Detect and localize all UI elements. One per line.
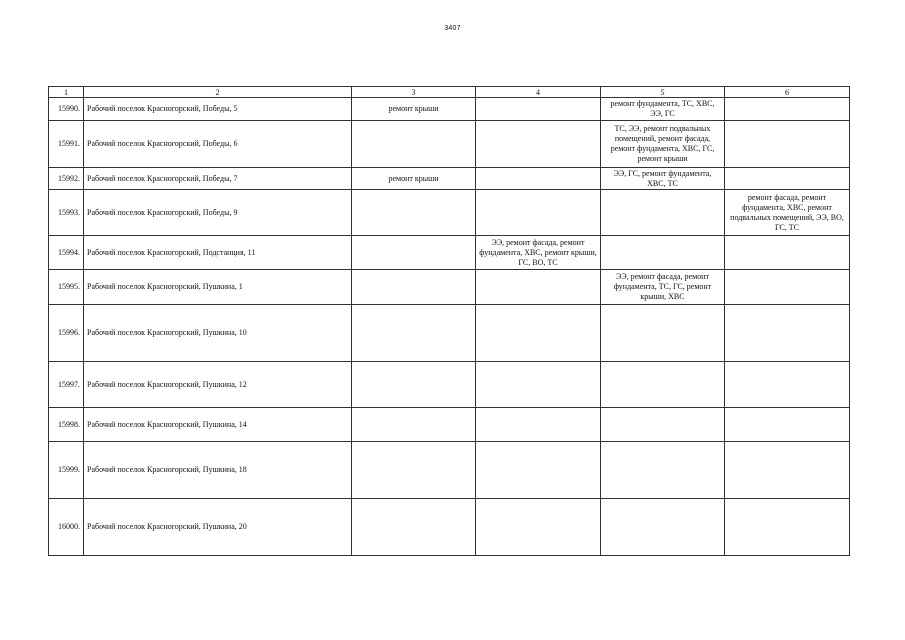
works-cell <box>352 442 476 499</box>
works-cell: ремонт фасада, ремонт фундамента, ХВС, ремонт подвальных помещений, ЭЭ, ВО, ГС, ТС <box>725 190 850 236</box>
works-cell <box>725 362 850 408</box>
works-cell <box>725 408 850 442</box>
table-row <box>49 362 850 408</box>
column-header: 5 <box>601 87 725 98</box>
works-cell <box>352 121 476 168</box>
row-number: 15999. <box>49 442 84 499</box>
works-cell <box>476 408 601 442</box>
works-cell <box>476 270 601 305</box>
column-header: 6 <box>725 87 850 98</box>
table-row <box>49 98 850 121</box>
address-cell: Рабочий поселок Красногорский, Победы, 7 <box>84 168 352 190</box>
works-cell: ремонт крыши <box>352 168 476 190</box>
works-cell <box>725 442 850 499</box>
row-number: 15997. <box>49 362 84 408</box>
works-cell: ремонт фундамента, ТС, ХВС, ЭЭ, ГС <box>601 98 725 121</box>
table-row <box>49 270 850 305</box>
works-cell: ЭЭ, ремонт фасада, ремонт фундамента, ХВС, ремонт крыши, ГС, ВО, ТС <box>476 236 601 270</box>
works-cell <box>476 442 601 499</box>
works-cell: ремонт крыши <box>352 98 476 121</box>
address-cell: Рабочий поселок Красногорский, Победы, 5 <box>84 98 352 121</box>
table-row <box>49 121 850 168</box>
works-cell <box>352 190 476 236</box>
works-cell <box>601 499 725 556</box>
row-number: 15995. <box>49 270 84 305</box>
column-header: 4 <box>476 87 601 98</box>
row-number: 15994. <box>49 236 84 270</box>
row-number: 15992. <box>49 168 84 190</box>
works-cell <box>725 98 850 121</box>
works-cell <box>476 362 601 408</box>
table-row <box>49 408 850 442</box>
works-cell <box>476 190 601 236</box>
table-row <box>49 442 850 499</box>
address-cell: Рабочий поселок Красногорский, Пушкина, 20 <box>84 499 352 556</box>
row-number: 15998. <box>49 408 84 442</box>
works-cell <box>725 270 850 305</box>
header-row <box>49 87 850 98</box>
address-cell: Рабочий поселок Красногорский, Подстанция, 11 <box>84 236 352 270</box>
row-number: 16000. <box>49 499 84 556</box>
works-cell <box>601 190 725 236</box>
address-cell: Рабочий поселок Красногорский, Пушкина, 1 <box>84 270 352 305</box>
works-cell <box>476 168 601 190</box>
works-cell <box>601 442 725 499</box>
works-cell <box>725 121 850 168</box>
table-row <box>49 190 850 236</box>
works-cell: ЭЭ, ремонт фасада, ремонт фундамента, ТС, ГС, ремонт крыши, ХВС <box>601 270 725 305</box>
row-number: 15990. <box>49 98 84 121</box>
works-cell <box>352 270 476 305</box>
address-cell: Рабочий поселок Красногорский, Пушкина, 10 <box>84 305 352 362</box>
works-cell <box>725 168 850 190</box>
row-number: 15993. <box>49 190 84 236</box>
works-cell <box>601 362 725 408</box>
works-cell <box>352 305 476 362</box>
page-number: 3407 <box>444 25 461 32</box>
works-cell <box>476 121 601 168</box>
works-cell <box>601 236 725 270</box>
register-table <box>48 86 850 556</box>
table-header <box>49 87 850 98</box>
address-cell: Рабочий поселок Красногорский, Пушкина, 14 <box>84 408 352 442</box>
works-cell <box>476 499 601 556</box>
works-cell <box>352 362 476 408</box>
works-cell <box>725 499 850 556</box>
column-header: 3 <box>352 87 476 98</box>
table-row <box>49 499 850 556</box>
works-cell <box>725 305 850 362</box>
works-cell <box>352 236 476 270</box>
table-row <box>49 305 850 362</box>
works-cell: ТС, ЭЭ, ремонт подвальных помещений, ремонт фасада, ремонт фундамента, ХВС, ГС, ремонт крыши <box>601 121 725 168</box>
works-cell <box>352 408 476 442</box>
works-cell: ЭЭ, ГС, ремонт фундамента, ХВС, ТС <box>601 168 725 190</box>
column-header: 1 <box>49 87 84 98</box>
works-cell <box>352 499 476 556</box>
row-number: 15991. <box>49 121 84 168</box>
address-cell: Рабочий поселок Красногорский, Победы, 6 <box>84 121 352 168</box>
column-header: 2 <box>84 87 352 98</box>
address-cell: Рабочий поселок Красногорский, Победы, 9 <box>84 190 352 236</box>
address-cell: Рабочий поселок Красногорский, Пушкина, 18 <box>84 442 352 499</box>
row-number: 15996. <box>49 305 84 362</box>
table-row <box>49 236 850 270</box>
works-cell <box>476 98 601 121</box>
table-row <box>49 168 850 190</box>
works-cell <box>601 305 725 362</box>
works-cell <box>476 305 601 362</box>
works-cell <box>725 236 850 270</box>
works-cell <box>601 408 725 442</box>
address-cell: Рабочий поселок Красногорский, Пушкина, 12 <box>84 362 352 408</box>
